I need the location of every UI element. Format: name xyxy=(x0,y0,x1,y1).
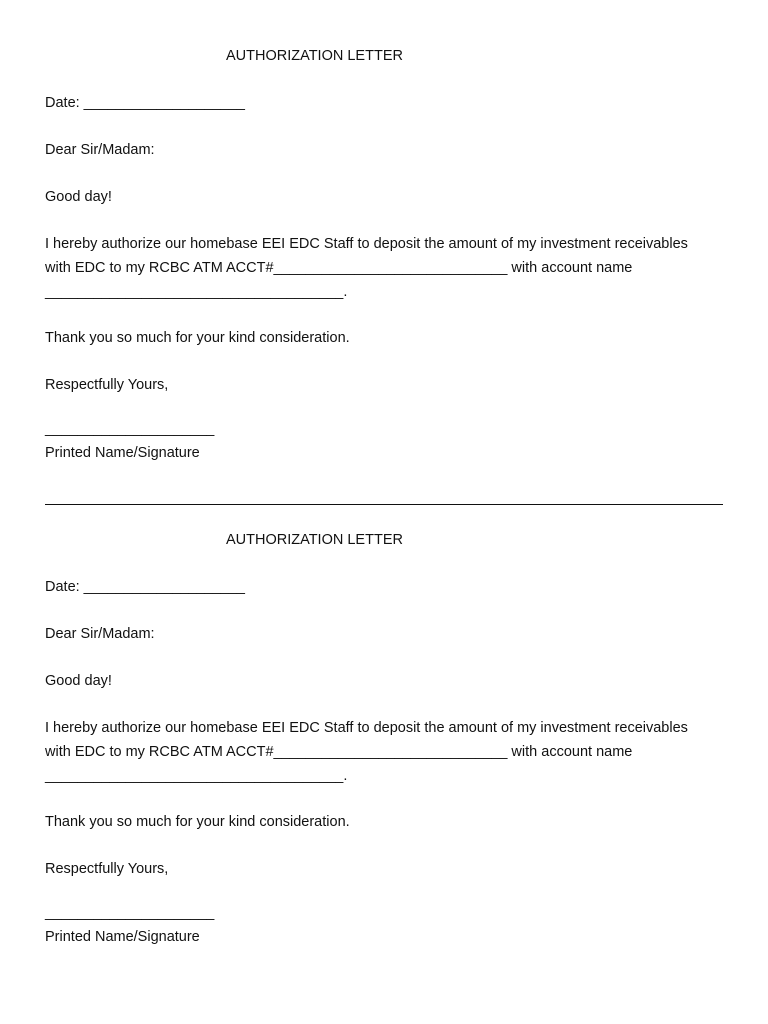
section-divider xyxy=(45,504,723,505)
closing-line: Respectfully Yours, xyxy=(45,377,169,393)
body-line-1: I hereby authorize our homebase EEI EDC Staff to deposit the amount of my investment receivables xyxy=(45,236,688,252)
body-line-3: _____________________________________. xyxy=(45,284,348,300)
letter-title: AUTHORIZATION LETTER xyxy=(226,48,403,64)
thanks-line: Thank you so much for your kind consideration. xyxy=(45,814,350,830)
body-line-2: with EDC to my RCBC ATM ACCT#_____________________________ with account name xyxy=(45,260,633,276)
thanks-line: Thank you so much for your kind consideration. xyxy=(45,330,350,346)
body-line-1: I hereby authorize our homebase EEI EDC Staff to deposit the amount of my investment receivables xyxy=(45,720,688,736)
body-line-2: with EDC to my RCBC ATM ACCT#_____________________________ with account name xyxy=(45,744,633,760)
letter-title: AUTHORIZATION LETTER xyxy=(226,532,403,548)
body-line-3: _____________________________________. xyxy=(45,768,348,784)
signature-label: Printed Name/Signature xyxy=(45,445,200,461)
date-line: Date: ____________________ xyxy=(45,579,245,595)
closing-line: Respectfully Yours, xyxy=(45,861,169,877)
greeting: Good day! xyxy=(45,189,112,205)
signature-line: _____________________ xyxy=(45,421,215,437)
signature-label: Printed Name/Signature xyxy=(45,929,200,945)
date-line: Date: ____________________ xyxy=(45,95,245,111)
salutation: Dear Sir/Madam: xyxy=(45,626,155,642)
salutation: Dear Sir/Madam: xyxy=(45,142,155,158)
greeting: Good day! xyxy=(45,673,112,689)
signature-line: _____________________ xyxy=(45,905,215,921)
